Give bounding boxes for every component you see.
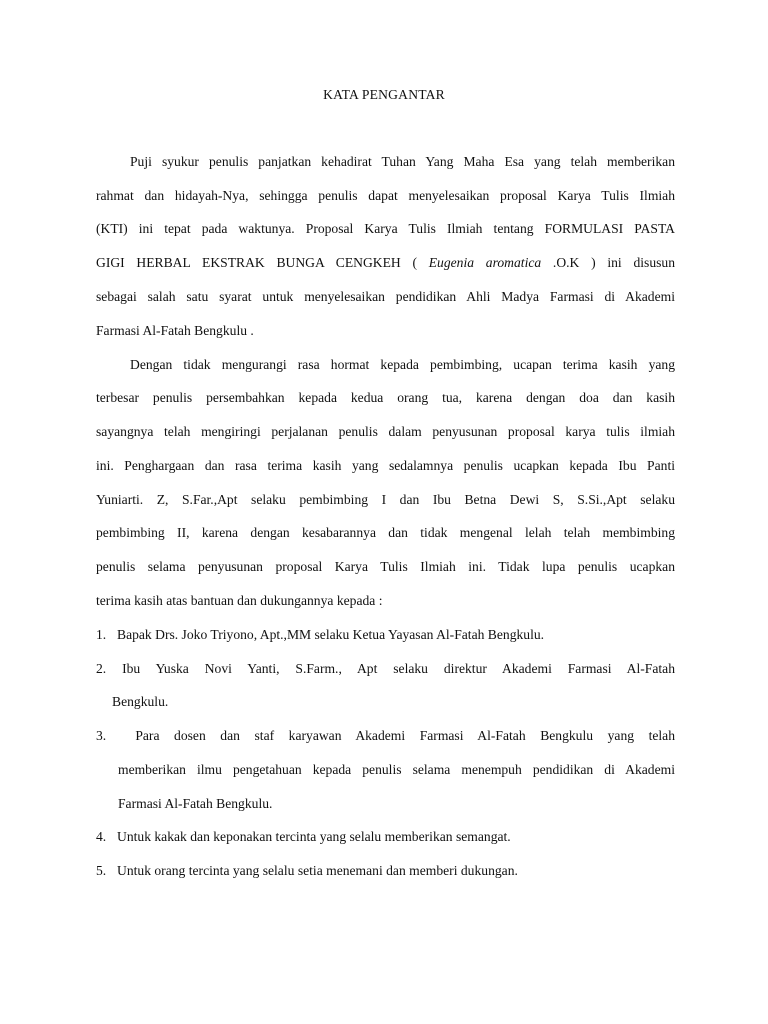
list-item-4-text: Untuk kakak dan keponakan tercinta yang selalu memberikan semangat. (117, 829, 511, 844)
paragraph-1-line-4 (96, 253, 675, 273)
paragraph-1-line-5: sebagai salah satu syarat untuk menyelesaikan pendidikan Ahli Madya Farmasi di Akademi (96, 289, 675, 304)
list-number-5: 5. (96, 863, 107, 878)
list-item-1-text: Bapak Drs. Joko Triyono, Apt.,MM selaku Ketua Yayasan Al-Fatah Bengkulu. (117, 627, 545, 642)
page-title: KATA PENGANTAR (323, 87, 445, 102)
paragraph-2-line-2: terbesar penulis persembahkan kepada kedua orang tua, karena dengan doa dan kasih (96, 390, 675, 405)
list-number-4: 4. (96, 829, 107, 844)
list-item-5 (96, 861, 675, 881)
paragraph-2-line-4: ini. Penghargaan dan rasa terima kasih yang sedalamnya penulis ucapkan kepada Ibu Panti (96, 458, 675, 473)
paragraph-1-line-1: Puji syukur penulis panjatkan kehadirat Tuhan Yang Maha Esa yang telah memberikan (130, 154, 675, 169)
paragraph-2-line-5: Yuniarti. Z, S.Far.,Apt selaku pembimbing I dan Ibu Betna Dewi S, S.Si.,Apt selaku (96, 492, 675, 507)
list-item-3-text: Para dosen dan staf karyawan Akademi Farmasi Al-Fatah Bengkulu yang telah (135, 728, 675, 743)
list-item-3 (96, 726, 675, 746)
list-item-4 (96, 827, 675, 847)
paragraph-1-line-3: (KTI) ini tepat pada waktunya. Proposal Karya Tulis Ilmiah tentang FORMULASI PASTA (96, 221, 675, 236)
paragraph-1-line-4-pre: GIGI HERBAL EKSTRAK BUNGA CENGKEH ( (96, 255, 429, 270)
paragraph-1-line-2: rahmat dan hidayah-Nya, sehingga penulis dapat menyelesaikan proposal Karya Tulis Ilmiah (96, 188, 675, 203)
list-item-1 (96, 625, 675, 645)
paragraph-2-line-3: sayangnya telah mengiringi perjalanan penulis dalam penyusunan proposal karya tulis ilmiah (96, 424, 675, 439)
paragraph-2-line-1: Dengan tidak mengurangi rasa hormat kepada pembimbing, ucapan terima kasih yang (130, 357, 675, 372)
list-item-5-text: Untuk orang tercinta yang selalu setia menemani dan memberi dukungan. (117, 863, 518, 878)
list-item-3-cont-1: memberikan ilmu pengetahuan kepada penulis selama menempuh pendidikan di Akademi (118, 762, 675, 777)
list-item-3-cont-2: Farmasi Al-Fatah Bengkulu. (118, 796, 273, 811)
list-number-3: 3. (96, 728, 107, 743)
list-item-2-cont: Bengkulu. (112, 694, 169, 709)
paragraph-1-line-6: Farmasi Al-Fatah Bengkulu . (96, 323, 254, 338)
list-number-1: 1. (96, 627, 107, 642)
list-item-2-text: Ibu Yuska Novi Yanti, S.Farm., Apt selaku direktur Akademi Farmasi Al-Fatah (122, 661, 675, 676)
paragraph-2-line-6: pembimbing II, karena dengan kesabarannya dan tidak mengenal lelah telah membimbing (96, 525, 675, 540)
list-item-2 (96, 659, 675, 679)
paragraph-2-line-8: terima kasih atas bantuan dan dukungannya kepada : (96, 593, 383, 608)
paragraph-1-line-4-post: .O.K ) ini disusun (541, 255, 675, 270)
paragraph-2-line-7: penulis selama penyusunan proposal Karya Tulis Ilmiah ini. Tidak lupa penulis ucapkan (96, 559, 675, 574)
list-number-2: 2. (96, 661, 107, 676)
species-name: Eugenia aromatica (428, 255, 542, 270)
